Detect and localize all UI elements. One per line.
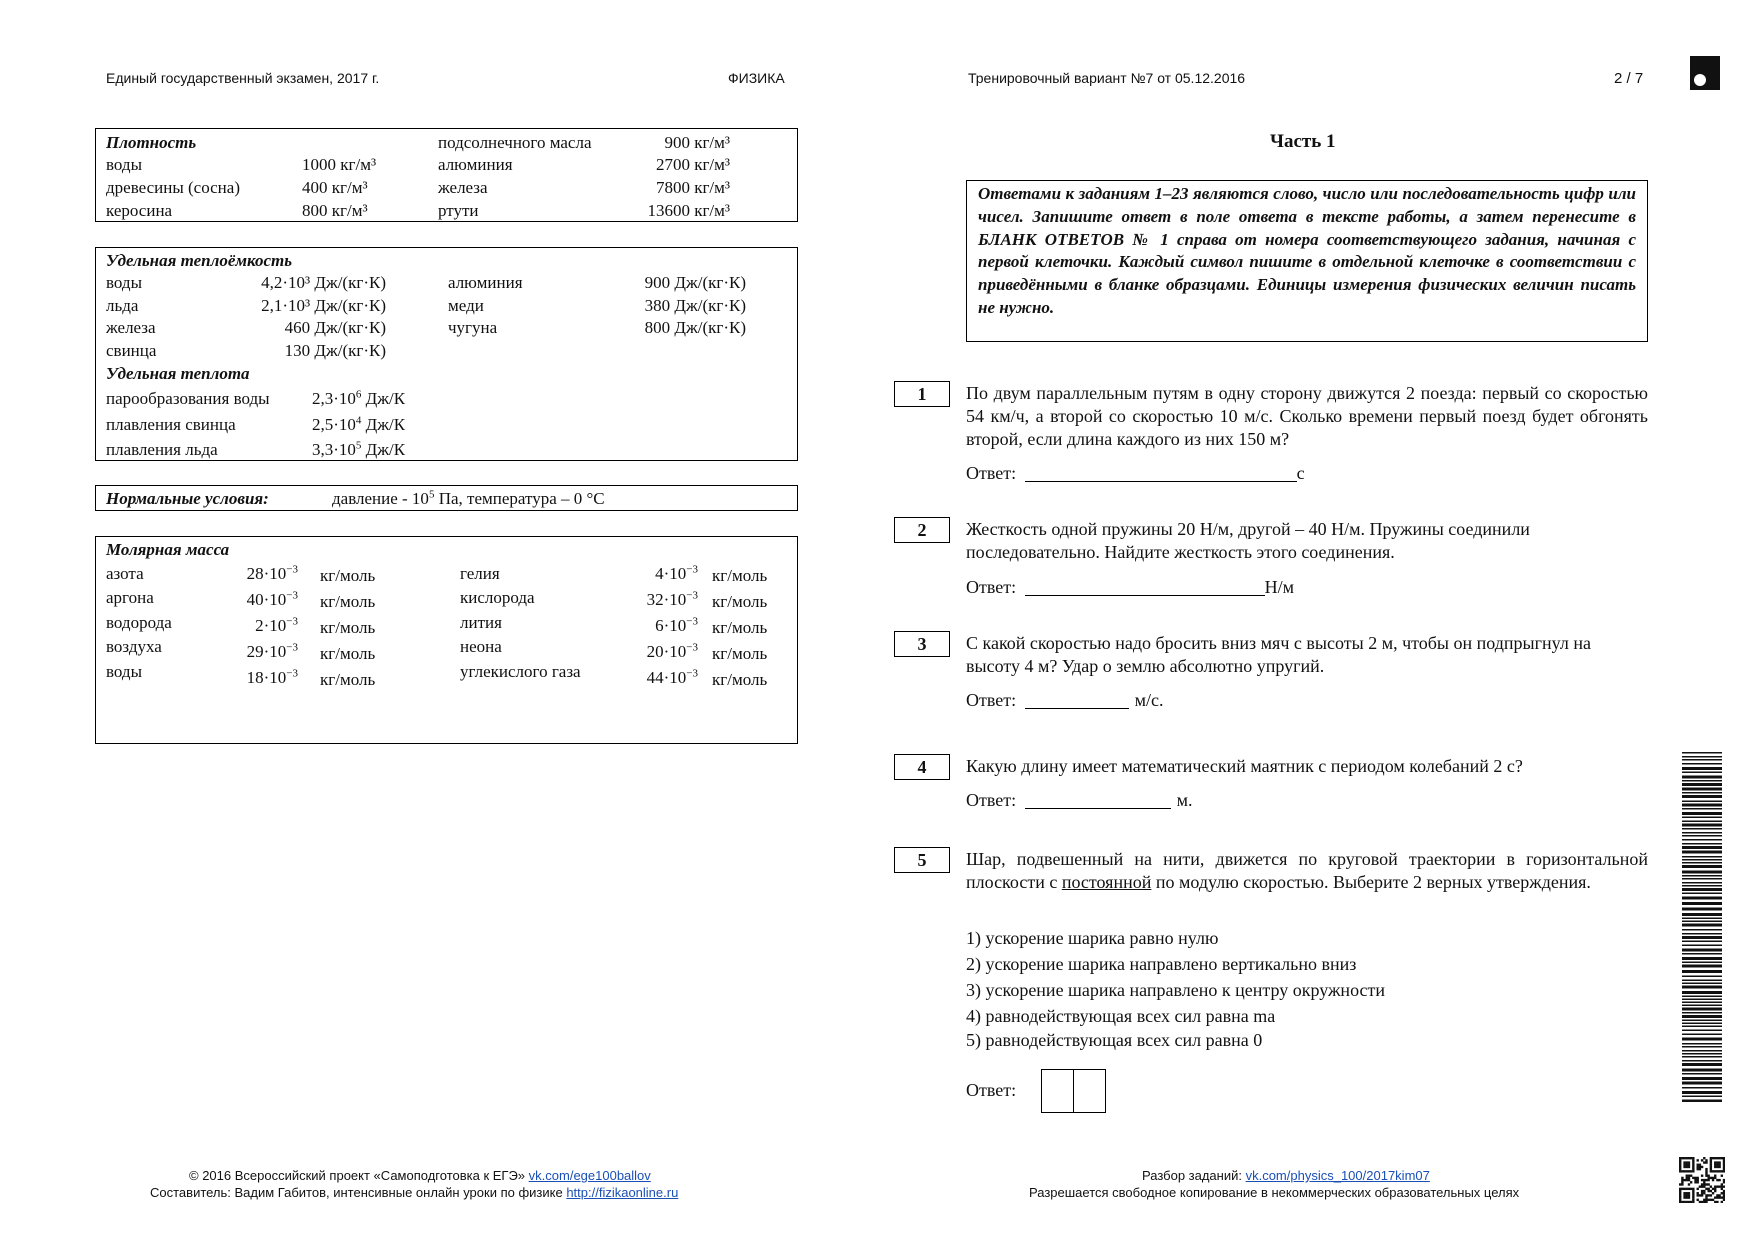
answer-row (966, 577, 1294, 598)
answer-unit: Н/м (1264, 577, 1295, 597)
heat-name: льда (106, 296, 139, 315)
molar-name: лития (460, 613, 502, 632)
molar-value: $32\cdot 10^{-3}$ (646, 589, 698, 609)
header-variant: Тренировочный вариант №7 от 05.12.2016 (968, 70, 1246, 86)
answer-option: 3) ускорение шарика направлено к центру окружности (966, 980, 1386, 1000)
heat-value: 380 Дж/(кг·К) (644, 296, 746, 315)
molar-unit: кг/моль (320, 670, 376, 689)
answer-option: 1) ускорение шарика равно нулю (966, 928, 1219, 948)
question-text: Шар, подвешенный на нити, движется по круговой траектории в горизонтальной плоскости с постоянной по модулю скоростью. Выберите 2 верных утверждения. (966, 849, 1648, 892)
question-number: 3 (894, 631, 950, 657)
answer-option: 2) ускорение шарика направлено вертикально вниз (966, 954, 1357, 974)
question-text: Жесткость одной пружины 20 Н/м, другой – 40 Н/м. Пружины соединили последовательно. Найдите жесткость этого соединения. (966, 519, 1530, 562)
corner-marker-icon (1690, 56, 1720, 90)
latent-heat-title: Удельная теплота (106, 364, 250, 383)
footer-site-link[interactable]: http://fizikaonline.ru (566, 1185, 679, 1200)
molar-name: кислорода (460, 588, 535, 607)
answer-label: Ответ: (966, 463, 1017, 483)
density-value: 400 кг/м³ (302, 178, 368, 197)
answer-label: Ответ: (966, 1080, 1017, 1100)
density-name: древесины (сосна) (106, 178, 240, 197)
density-value: 2700 кг/м³ (655, 155, 730, 174)
answer-label: Ответ: (966, 577, 1017, 597)
footer-copyright: © 2016 Всероссийский проект «Самоподготовка к ЕГЭ» vk.com/ege100ballov (189, 1168, 651, 1183)
question-number: 2 (894, 517, 950, 543)
answer-field[interactable] (1025, 463, 1297, 482)
density-value: 900 кг/м³ (664, 133, 730, 152)
normal-conditions-text: давление - $10^5$ Па, температура – 0 °С (332, 488, 605, 508)
density-name: подсолнечного масла (438, 133, 592, 152)
heat-name: железа (106, 318, 156, 337)
footer-review-link[interactable]: vk.com/physics_100/2017kim07 (1245, 1168, 1430, 1183)
molar-name: водорода (106, 613, 172, 632)
molar-unit: кг/моль (320, 592, 376, 611)
answer-label: Ответ: (966, 790, 1017, 810)
molar-unit: кг/моль (712, 644, 768, 663)
heat-name: свинца (106, 341, 157, 360)
density-name: воды (106, 155, 142, 174)
answer-unit: м/с. (1134, 690, 1164, 710)
molar-value: $18\cdot 10^{-3}$ (246, 667, 298, 687)
answer-field[interactable] (1025, 577, 1265, 596)
molar-value: $6\cdot 10^{-3}$ (655, 615, 698, 635)
footer-author: Составитель: Вадим Габитов, интенсивные онлайн уроки по физике http://fizikaonline.ru (150, 1185, 679, 1200)
density-value: 1000 кг/м³ (302, 155, 377, 174)
molar-unit: кг/моль (320, 618, 376, 637)
density-name: железа (438, 178, 488, 197)
answer-option: 5) равнодействующая всех сил равна 0 (966, 1030, 1263, 1050)
answer-unit: м. (1176, 790, 1193, 810)
answer-field[interactable] (1025, 690, 1129, 709)
molar-name: азота (106, 564, 144, 583)
question-number: 5 (894, 847, 950, 873)
molar-value: $20\cdot 10^{-3}$ (646, 641, 698, 661)
answer-cell[interactable] (1073, 1069, 1106, 1113)
molar-value: $29\cdot 10^{-3}$ (246, 641, 298, 661)
molar-unit: кг/моль (320, 566, 376, 585)
molar-value: $2\cdot 10^{-3}$ (255, 615, 298, 635)
footer-review: Разбор заданий: vk.com/physics_100/2017kim07 (1142, 1168, 1430, 1183)
instructions-box (966, 180, 1648, 342)
header-subject: ФИЗИКА (728, 70, 785, 86)
heat-name: алюминия (448, 273, 523, 292)
density-value: 7800 кг/м³ (655, 178, 730, 197)
question-text: С какой скоростью надо бросить вниз мяч с высоты 2 м, чтобы он подпрыгнул на высоту 4 м? Удар о землю абсолютно упругий. (966, 633, 1591, 676)
heat-value: 460 Дж/(кг·К) (284, 318, 386, 337)
molar-unit: кг/моль (712, 566, 768, 585)
page-number: 2 / 7 (1614, 70, 1644, 87)
question-number: 1 (894, 381, 950, 407)
heat-name: воды (106, 273, 142, 292)
answer-row (966, 690, 1164, 711)
molar-unit: кг/моль (712, 592, 768, 611)
latent-name: плавления свинца (106, 415, 236, 434)
latent-name: парообразования воды (106, 389, 270, 408)
molar-name: воды (106, 662, 142, 681)
heat-value: 2,1·10³ Дж/(кг·К) (261, 296, 386, 315)
molar-unit: кг/моль (712, 670, 768, 689)
instructions-text: Ответами к заданиям 1–23 являются слово, число или последовательность цифр или чисел. Запишите ответ в поле ответа в тексте работы, а затем перенесите в БЛАНК ОТВЕТОВ № 1 справа от номера соответствующего задания, начиная с первой клеточки. Каждый символ пишите в отдельной клеточке в соответствии с приведёнными в бланке образцами. Единицы измерения физических величин писать не нужно. (978, 184, 1636, 317)
density-name: ртути (438, 201, 479, 220)
latent-value: $3,3\cdot 10^5$ Дж/К (312, 439, 406, 459)
molar-unit: кг/моль (712, 618, 768, 637)
molar-name: неона (460, 637, 502, 656)
molar-mass-title: Молярная масса (106, 540, 230, 559)
density-title: Плотность (106, 133, 197, 152)
answer-label: Ответ: (966, 690, 1017, 710)
density-value: 800 кг/м³ (302, 201, 368, 220)
question-text: По двум параллельным путям в одну сторону движутся 2 поезда: первый со скоростью 54 км/ч, а второй со скоростью 10 м/с. Сколько времени первый поезд будет обгонять второй, если длина каждого из них 150 м? (966, 383, 1648, 449)
barcode-icon (1682, 752, 1722, 1102)
heat-value: 130 Дж/(кг·К) (284, 341, 386, 360)
molar-name: гелия (460, 564, 500, 583)
molar-value: $4\cdot 10^{-3}$ (655, 563, 698, 583)
answer-cell[interactable] (1041, 1069, 1074, 1113)
answer-row (966, 790, 1193, 811)
density-name: алюминия (438, 155, 513, 174)
part-title: Часть 1 (1270, 131, 1336, 152)
heat-capacity-title: Удельная теплоёмкость (106, 251, 293, 270)
latent-value: $2,5\cdot 10^4$ Дж/К (312, 414, 406, 434)
density-name: керосина (106, 201, 173, 220)
molar-name: аргона (106, 588, 154, 607)
answer-row (966, 463, 1305, 484)
molar-value: $28\cdot 10^{-3}$ (246, 563, 298, 583)
molar-value: $44\cdot 10^{-3}$ (646, 667, 698, 687)
heat-name: меди (448, 296, 484, 315)
header-exam-title: Единый государственный экзамен, 2017 г. (106, 70, 380, 86)
question-text: Какую длину имеет математический маятник с периодом колебаний 2 с? (966, 756, 1523, 776)
molar-name: воздуха (106, 637, 162, 656)
heat-value: 4,2·10³ Дж/(кг·К) (261, 273, 386, 292)
heat-value: 900 Дж/(кг·К) (644, 273, 746, 292)
heat-name: чугуна (448, 318, 498, 337)
answer-option: 4) равнодействующая всех сил равна ma (966, 1006, 1276, 1026)
density-value: 13600 кг/м³ (647, 201, 730, 220)
footer-license: Разрешается свободное копирование в некоммерческих образовательных целях (1029, 1185, 1520, 1200)
normal-conditions-title: Нормальные условия: (106, 489, 269, 508)
answer-field[interactable] (1025, 790, 1171, 809)
molar-unit: кг/моль (320, 644, 376, 663)
molar-name: углекислого газа (460, 662, 581, 681)
latent-value: $2,3\cdot 10^6$ Дж/К (312, 388, 406, 408)
molar-value: $40\cdot 10^{-3}$ (246, 589, 298, 609)
question-number: 4 (894, 754, 950, 780)
heat-value: 800 Дж/(кг·К) (644, 318, 746, 337)
qr-code-icon (1679, 1157, 1725, 1203)
latent-name: плавления льда (106, 440, 218, 459)
footer-vk-link[interactable]: vk.com/ege100ballov (528, 1168, 651, 1183)
answer-unit: с (1296, 463, 1305, 483)
